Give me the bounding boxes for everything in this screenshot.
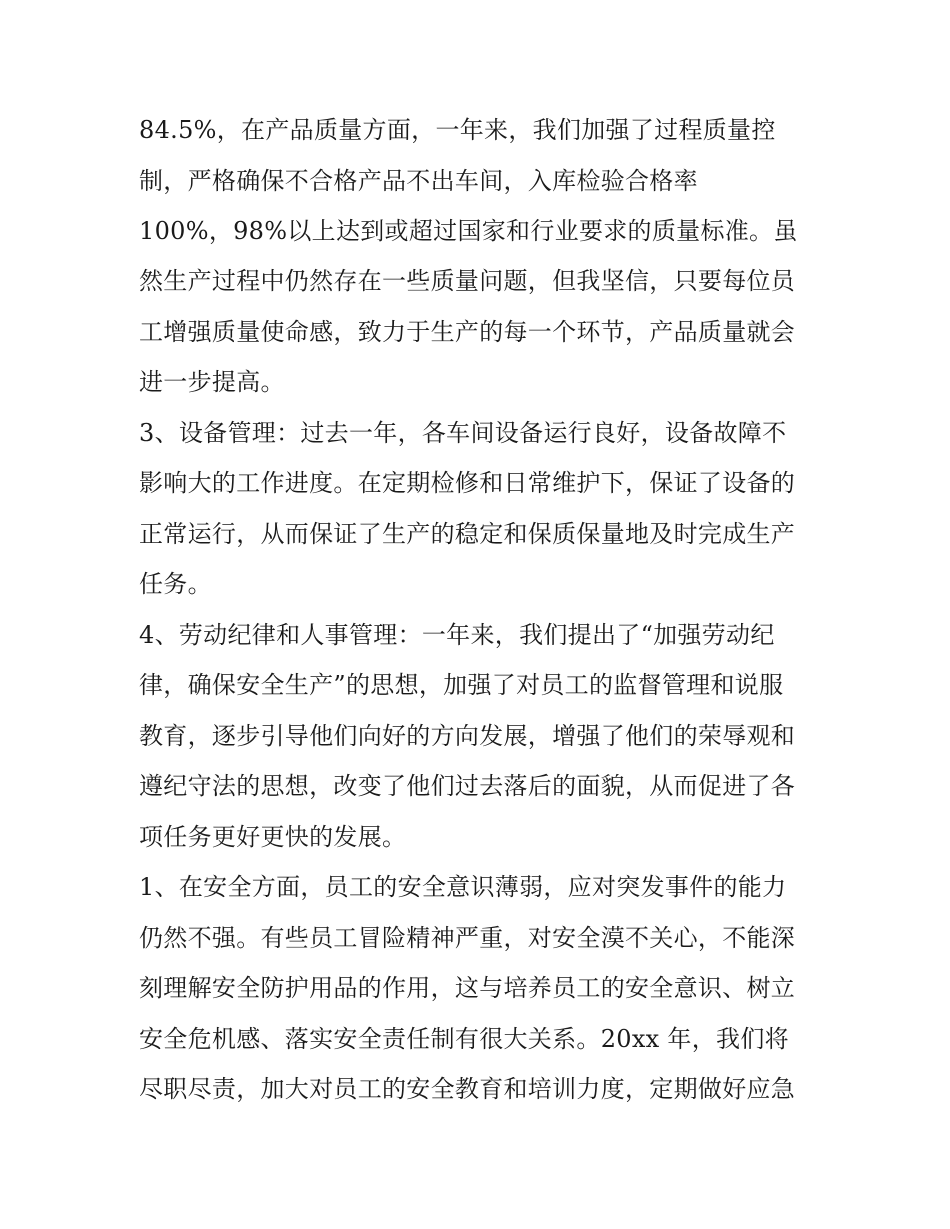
text-line: 1、在安全方面，员工的安全意识薄弱，应对突发事件的能力 <box>139 873 787 901</box>
text-line: 遵纪守法的思想，改变了他们过去落后的面貌，从而促进了各 <box>139 772 796 800</box>
text-line: 项任务更好更快的发展。 <box>139 823 407 851</box>
text-line: 进一步提高。 <box>139 368 285 396</box>
text-line: 影响大的工作进度。在定期检修和日常维护下，保证了设备的 <box>139 469 796 497</box>
text-line: 工增强质量使命感，致力于生产的每一个环节，产品质量就会 <box>139 318 796 346</box>
text-line: 尽职尽责，加大对员工的安全教育和培训力度，定期做好应急 <box>139 1075 796 1103</box>
text-line: 刻理解安全防护用品的作用，这与培养员工的安全意识、树立 <box>139 974 796 1002</box>
text-line: 4、劳动纪律和人事管理：一年来，我们提出了“加强劳动纪 <box>139 621 775 649</box>
text-line: 84.5%，在产品质量方面，一年来，我们加强了过程质量控 <box>139 116 776 144</box>
text-line: 100%，98%以上达到或超过国家和行业要求的质量标准。虽 <box>139 217 798 245</box>
text-line: 律，确保安全生产”的思想，加强了对员工的监督管理和说服 <box>139 671 784 699</box>
text-line: 仍然不强。有些员工冒险精神严重，对安全漠不关心，不能深 <box>139 924 796 952</box>
text-line: 正常运行，从而保证了生产的稳定和保质保量地及时完成生产 <box>139 520 796 548</box>
text-line: 任务。 <box>139 570 212 598</box>
text-line: 然生产过程中仍然存在一些质量问题，但我坚信，只要每位员 <box>139 267 796 295</box>
text-line: 3、设备管理：过去一年，各车间设备运行良好，设备故障不 <box>139 419 787 447</box>
text-line: 安全危机感、落实安全责任制有很大关系。20xx 年，我们将 <box>139 1025 789 1053</box>
text-line: 制，严格确保不合格产品不出车间，入库检验合格率 <box>139 167 698 195</box>
text-line: 教育，逐步引导他们向好的方向发展，增强了他们的荣辱观和 <box>139 722 796 750</box>
